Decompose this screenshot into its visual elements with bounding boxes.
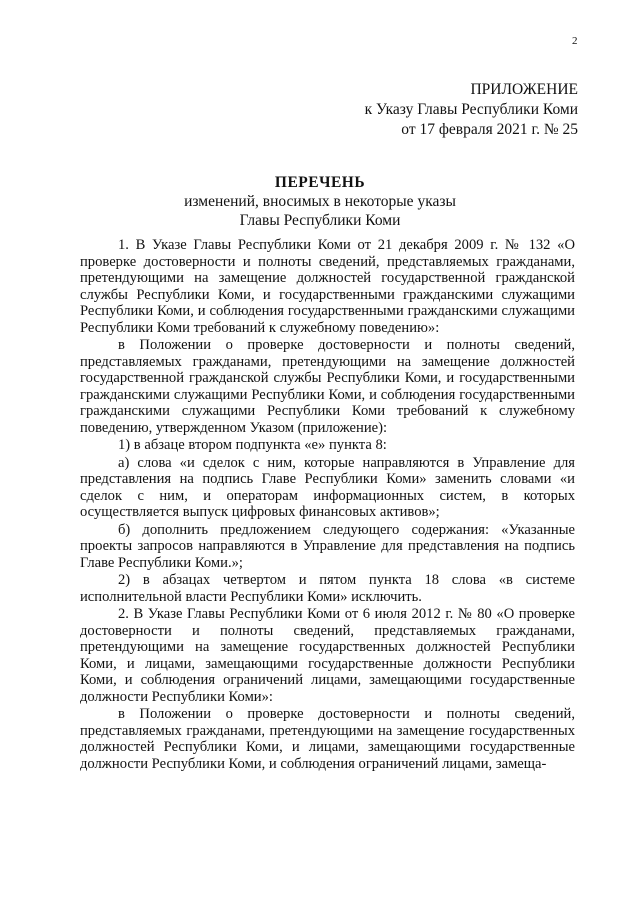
page-number: 2 (572, 35, 578, 47)
paragraph: 1. В Указе Главы Республики Коми от 21 декабря 2009 г. № 132 «О проверке достоверности и полноты сведений, представляемых гражданами, претендующими на замещение должностей государственной гражданской службы Республики Коми, и государственными гражданскими служащими Республики Коми, и соблюдения государственными гражданскими служащими Республики Коми требований к служебному поведению»: (80, 237, 575, 336)
appendix-header (365, 80, 578, 140)
appendix-decree-ref: к Указу Главы Республики Коми (364, 101, 578, 118)
paragraph: 2. В Указе Главы Республики Коми от 6 июля 2012 г. № 80 «О проверке достоверности и полноты сведений, представляемых гражданами, претендующими на замещение государственных должностей Республики Коми, и лицами, замещающими государственные должности Республики Коми, и соблюдения ограничений лицами, замещающими государственные должности Республики Коми»: (80, 606, 575, 705)
paragraph: в Положении о проверке достоверности и полноты сведений, представляемых гражданами, претендующими на замещение должностей государственной гражданской службы Республики Коми, и государственными гражданскими служащими Республики Коми, и соблюдения государственными гражданскими служащими Республики Коми требований к служебному поведению, утвержденном Указом (приложение): (80, 337, 575, 436)
document-title: ПЕРЕЧЕНЬ (274, 174, 366, 191)
paragraph: 2) в абзацах четвертом и пятом пункта 18 слова «в системе исполнительной власти Республики Коми» исключить. (80, 572, 575, 605)
paragraph: 1) в абзаце втором подпункта «е» пункта 8: (118, 437, 387, 453)
document-body (80, 237, 575, 772)
document-title-block (0, 173, 640, 230)
appendix-label: ПРИЛОЖЕНИЕ (470, 81, 578, 98)
paragraph: а) слова «и сделок с ним, которые направляются в Управление для представления на подпись Главе Республики Коми» заменить словами «и сделок с ним, и операторам информационных систем, в которых осуществляется выпуск цифровых финансовых активов»; (80, 454, 575, 520)
paragraph: б) дополнить предложением следующего содержания: «Указанные проекты запросов направляются в Управление для представления на подпись Главе Республики Коми.»; (80, 521, 575, 571)
appendix-decree-date: от 17 февраля 2021 г. № 25 (401, 121, 578, 138)
document-subtitle-line2: Главы Республики Коми (239, 212, 401, 229)
paragraph: в Положении о проверке достоверности и полноты сведений, представляемых гражданами, претендующими на замещение государственных должностей Республики Коми, и лицами, замещающими государственные должности Республики Коми, и соблюдения ограничений лицами, замеща- (80, 706, 575, 772)
document-subtitle-line1: изменений, вносимых в некоторые указы (184, 193, 456, 210)
